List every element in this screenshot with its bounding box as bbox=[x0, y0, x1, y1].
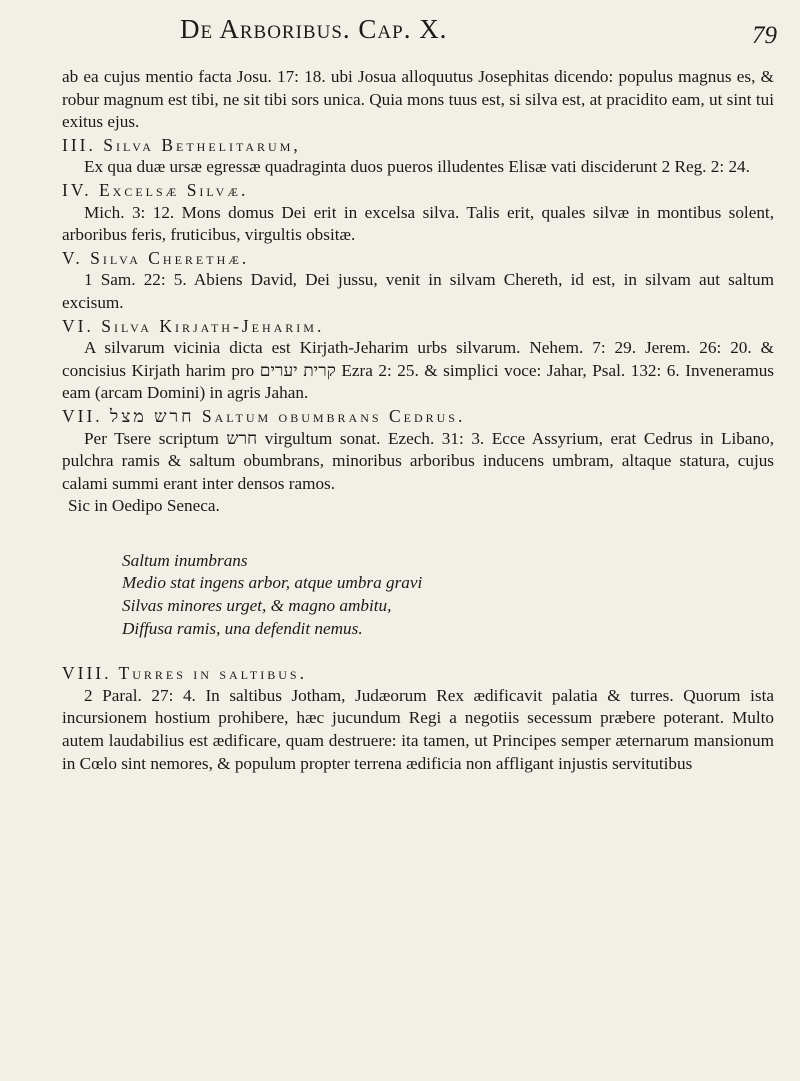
section-text-3: Ex qua duæ ursæ egressæ quadraginta duos pueros illudentes Elisæ vati disciderunt 2 Reg. 2: 24. bbox=[84, 157, 750, 177]
section-title-3: III. Silva Bethelitarum, bbox=[62, 134, 301, 155]
page-number: 79 bbox=[752, 22, 777, 49]
section-text-7: Per Tsere scriptum חרש virgultum sonat. Ezech. 31: 3. Ecce Assyrium, erat Cedrus in Libano, pulchra ramis & saltum obumbrans, minoribus arboribus inducens umbram, altaque statura, cujus calami summi erant inter densos ramos. bbox=[62, 428, 774, 493]
page-body bbox=[62, 66, 774, 775]
section-title-7: VII. חרש מצל Saltum obumbrans Cedrus. bbox=[62, 405, 466, 426]
verse-line: Medio stat ingens arbor, atque umbra gravi bbox=[122, 573, 423, 593]
verse-line: Diffusa ramis, una defendit nemus. bbox=[122, 618, 363, 638]
paragraph-intro: ab ea cujus mentio facta Josu. 17: 18. ubi Josua alloquutus Josephitas dicendo: populus magnus es, & robur magnum est tibi, ne sit tibi sors unica. Quia mons tuus est, si silva est, at pracidito eam, ut sint tui exitus ejus. bbox=[62, 67, 774, 132]
section-title-8: VIII. Turres in saltibus. bbox=[62, 663, 307, 684]
section-title-5: V. Silva Cherethæ. bbox=[62, 247, 250, 268]
running-head: De Arboribus. Cap. X. bbox=[180, 14, 448, 44]
section-text-7-source: Sic in Oedipo Seneca. bbox=[68, 496, 220, 516]
verse-block bbox=[122, 550, 774, 640]
verse-title: Saltum inumbrans bbox=[122, 550, 248, 570]
section-text-5: 1 Sam. 22: 5. Abiens David, Dei jussu, venit in silvam Chereth, id est, in silvam aut saltum excisum. bbox=[62, 270, 774, 312]
section-title-6: VI. Silva Kirjath-Jeharim. bbox=[62, 315, 325, 336]
section-text-8: 2 Paral. 27: 4. In saltibus Jotham, Judæorum Rex ædificavit palatia & turres. Quorum ista incursionem hostium prohibere, hæc jucundum Regi a negotiis secessum præbere poterant. Multo autem laudabilius est ædificare, quam destruere: ita tamen, ut Principes semper æternarum mansionum in Cœlo sint nemores, & populum propter terrena ædificia non affligant injustis servitutibus bbox=[62, 685, 774, 773]
section-title-4: IV. Excelsæ Silvæ. bbox=[62, 179, 249, 200]
page-header bbox=[0, 14, 800, 54]
section-text-6: A silvarum vicinia dicta est Kirjath-Jeharim urbs silvarum. Nehem. 7: 29. Jerem. 26: 20. & concisius Kirjath harim pro קרית יערים Ezra 2: 25. & simplici voce: Jahar, Psal. 132: 6. Inveneramus eam (arcam Domini) in agris Jahan. bbox=[62, 338, 774, 403]
section-text-4: Mich. 3: 12. Mons domus Dei erit in excelsa silva. Talis erit, quales silvæ in montibus solent, arboribus feris, fruticibus, virgultis obsitæ. bbox=[62, 202, 774, 245]
verse-line: Silvas minores urget, & magno ambitu, bbox=[122, 596, 392, 616]
